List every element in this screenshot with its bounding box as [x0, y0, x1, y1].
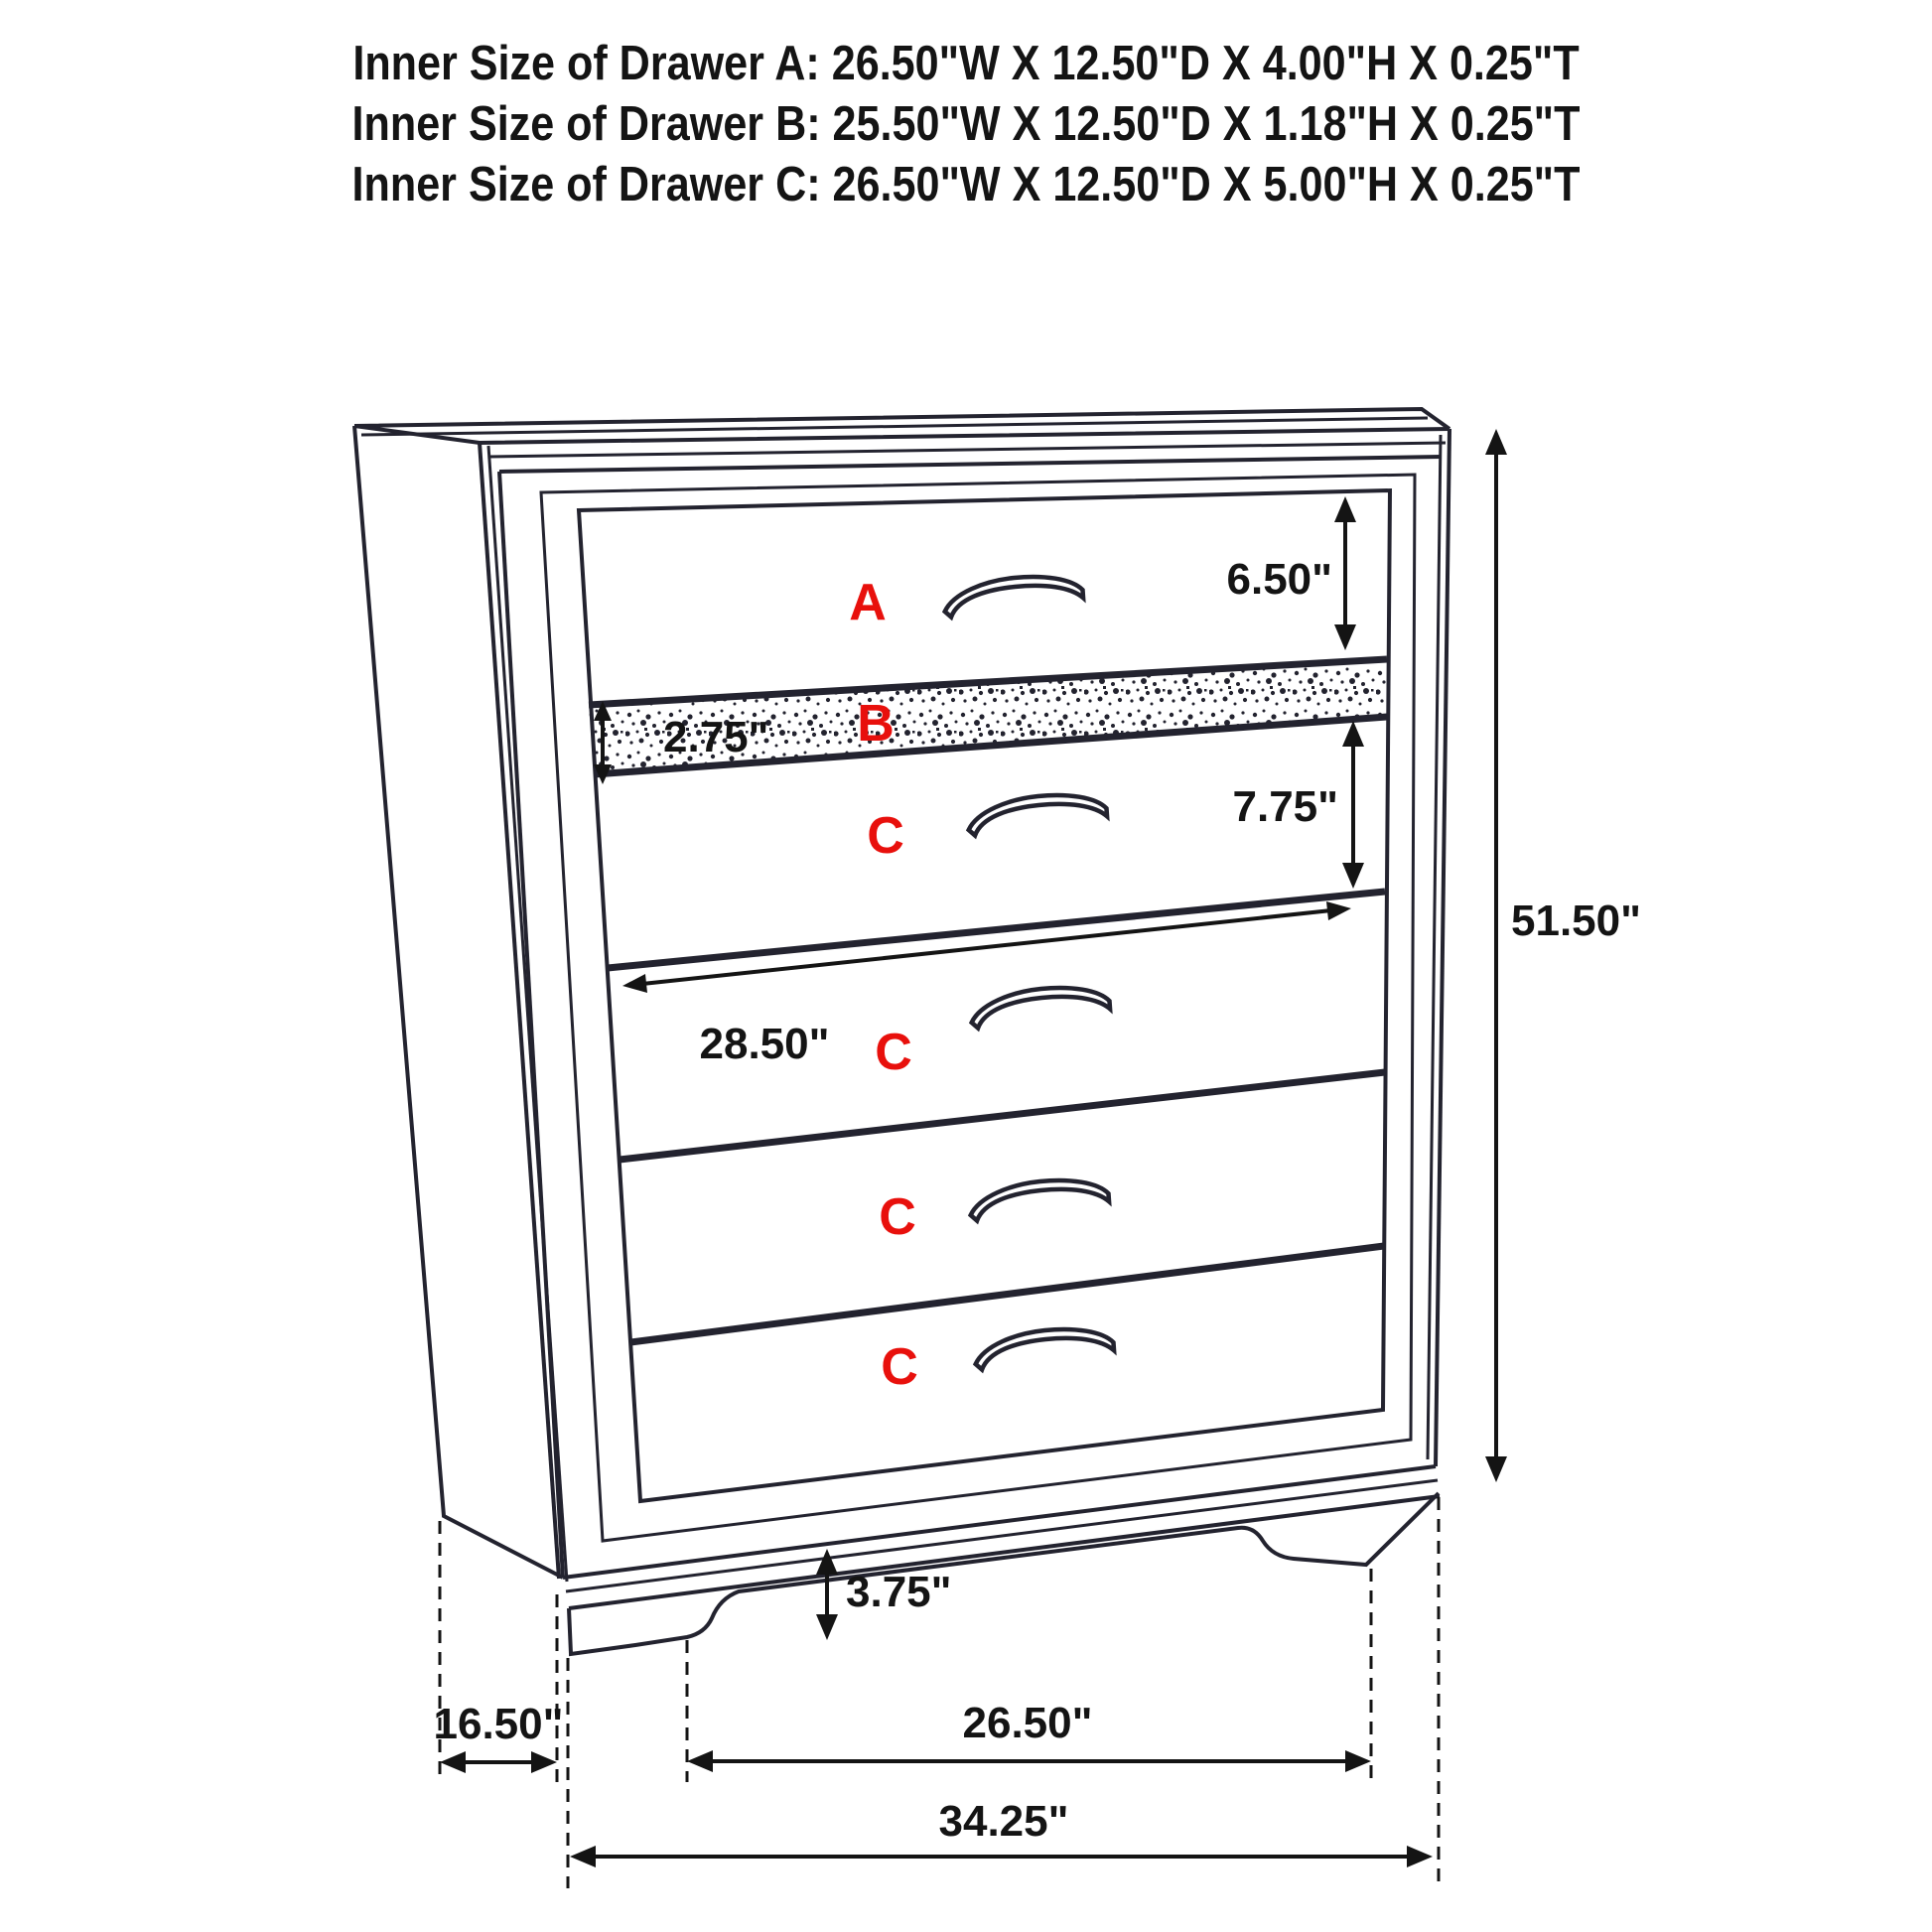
- drawer-c2-handle-icon: [970, 984, 1111, 1029]
- dim-feet-span: [687, 1699, 1371, 1772]
- dim-label-drawer-b-height: 2.75": [663, 713, 769, 761]
- cabinet-base-and-feet: [566, 1480, 1440, 1654]
- dim-side-depth: [434, 1700, 564, 1773]
- drawer-c3-label: C: [879, 1188, 916, 1246]
- drawer-b-size-line: Inner Size of Drawer B: 25.50"W X 12.50"D X 1.18"H X 0.25"T: [351, 97, 1581, 151]
- cabinet-top-surface: [354, 409, 1449, 472]
- drawer-c-size-line: Inner Size of Drawer C: 26.50"W X 12.50"D X 5.00"H X 0.25"T: [351, 158, 1581, 211]
- dim-overall-height: [1485, 429, 1641, 1482]
- dim-drawer-front-width: [622, 901, 1351, 1068]
- dim-label-drawer-front-width: 28.50": [699, 1020, 830, 1068]
- drawer-c4-handle-icon: [974, 1325, 1115, 1370]
- cabinet-side-panel: [354, 426, 567, 1582]
- drawer-c1-handle-icon: [967, 791, 1108, 836]
- drawer-c2-label: C: [875, 1024, 912, 1081]
- drawer-a-handle-icon: [943, 573, 1084, 618]
- drawer-a-size-line: Inner Size of Drawer A: 26.50"W X 12.50"D X 4.00"H X 0.25"T: [352, 37, 1580, 90]
- drawer-c4-label: C: [881, 1338, 918, 1396]
- drawer-c3-handle-icon: [969, 1176, 1110, 1221]
- dim-label-drawer-c-height: 7.75": [1232, 782, 1338, 831]
- dim-label-drawer-a-height: 6.50": [1226, 555, 1332, 604]
- drawer-a-label: A: [849, 574, 887, 631]
- drawer-c1-label: C: [867, 807, 904, 865]
- dim-drawer-a-height: [1227, 496, 1357, 650]
- dim-label-feet-span: 26.50": [962, 1699, 1093, 1747]
- dim-label-overall-height: 51.50": [1511, 897, 1641, 945]
- dim-label-leg-height: 3.75": [846, 1568, 952, 1616]
- drawer-b-label: B: [857, 695, 895, 753]
- dim-label-overall-width: 34.25": [938, 1797, 1069, 1846]
- dim-drawer-c-height: [1233, 721, 1365, 889]
- dim-label-side-depth: 16.50": [433, 1700, 564, 1748]
- dim-overall-width: [570, 1797, 1433, 1867]
